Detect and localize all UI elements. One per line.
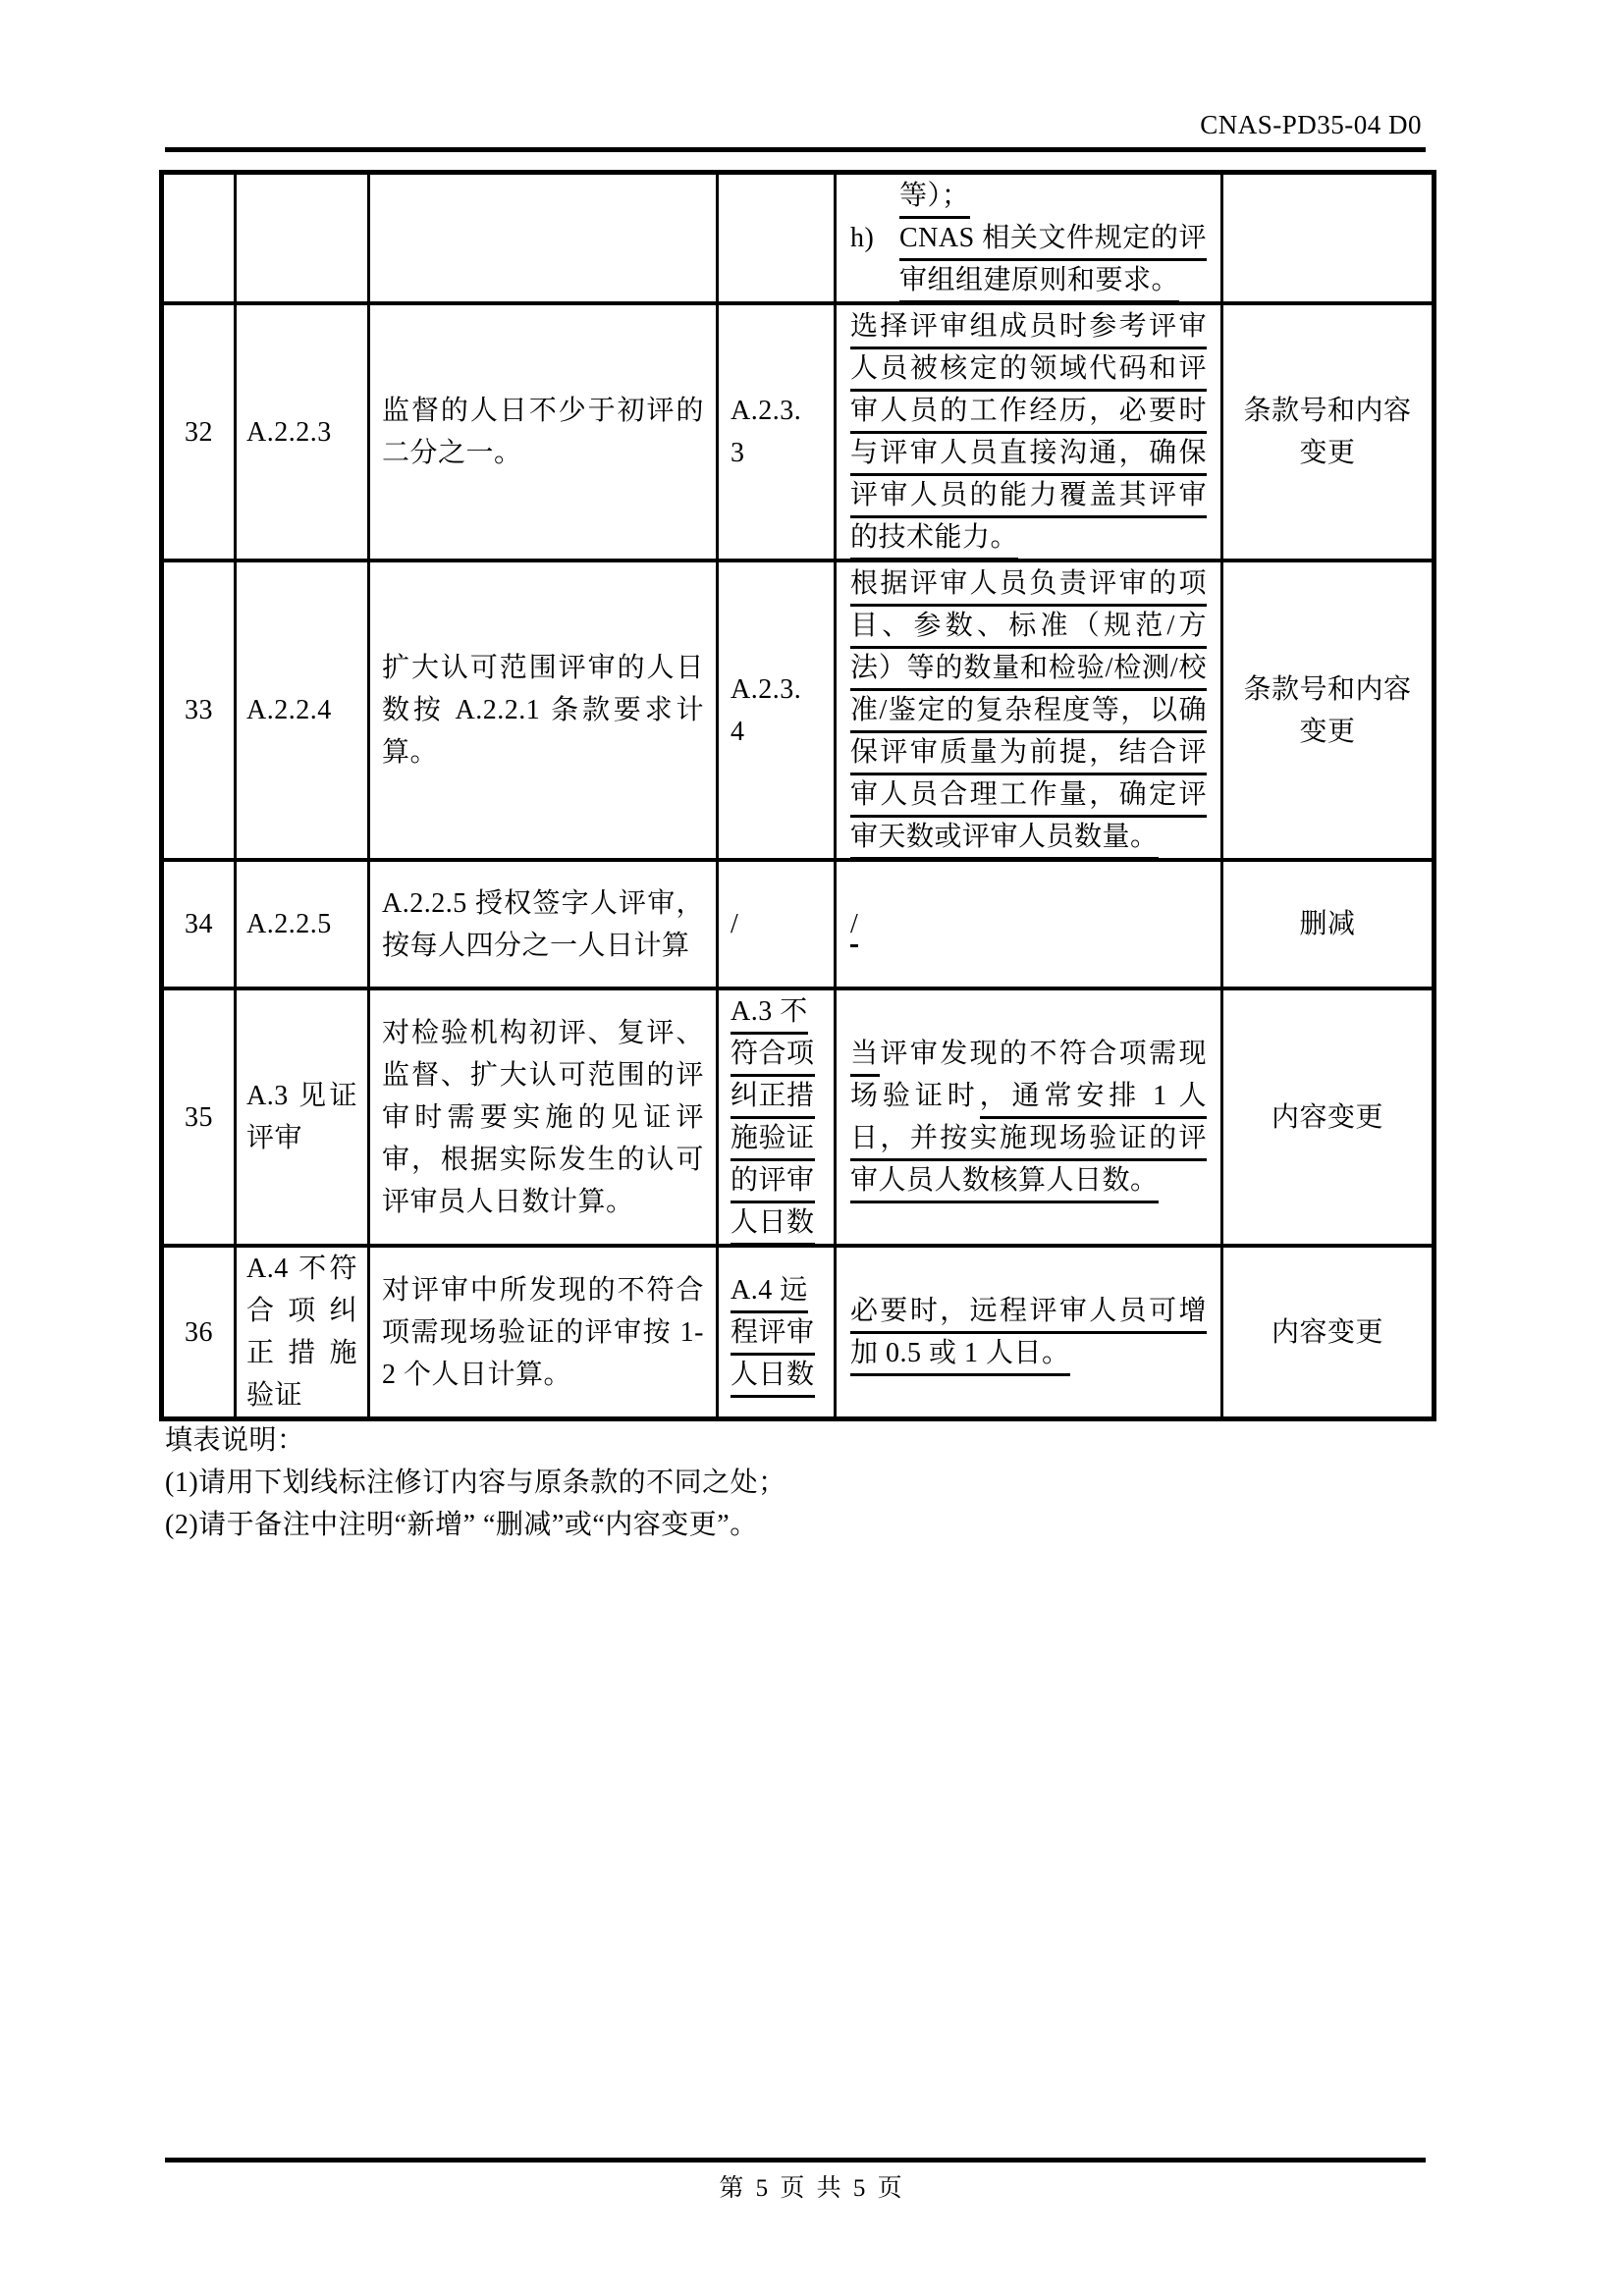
cell-paragraph [850, 1290, 1207, 1374]
remark-cell [1222, 988, 1435, 1246]
cell-paragraph [164, 689, 234, 731]
cell-paragraph [382, 1269, 704, 1396]
new-clause-cell [718, 173, 836, 304]
cell-paragraph [731, 432, 822, 474]
cell-text: 4 [731, 716, 745, 747]
cell-text: 监督的人日不少于初评的二分之一。 [382, 396, 704, 468]
original-clause-cell [236, 1246, 369, 1419]
original-clause-cell [236, 860, 369, 988]
cell-text: 对检验机构初评、复评、监督、扩大认可范围的评审时需要实施的见证评审，根据实际发生的认可评审员人日数计算。 [382, 1017, 704, 1217]
table-row [162, 1246, 1435, 1419]
cell-paragraph [382, 882, 704, 967]
revision-underline: 当 [850, 1039, 880, 1077]
new-content-cell [836, 860, 1222, 988]
revision-underline: A.3 不符合项纠正措施验证的评审人日数 [731, 996, 815, 1246]
revision-underline: 等）； [899, 181, 970, 219]
remark-cell [1222, 303, 1435, 561]
document-code: CNAS-PD35-04 D0 [1200, 110, 1422, 139]
cell-paragraph [246, 689, 357, 731]
new-clause-cell [718, 988, 836, 1246]
cell-paragraph [1235, 903, 1420, 945]
remark-cell [1222, 561, 1435, 860]
cell-text: 条款号和内容变更 [1243, 673, 1412, 747]
cell-paragraph [246, 1075, 357, 1159]
cell-paragraph [731, 990, 822, 1244]
cell-paragraph [164, 903, 234, 945]
cell-paragraph [731, 903, 822, 945]
cell-text: 评审发现的不符合项需现场验证时 [850, 1039, 1207, 1111]
cell-text: 条款号和内容变更 [1243, 396, 1412, 468]
cell-paragraph [1235, 390, 1420, 474]
table-row [162, 303, 1435, 561]
cell-text: 删减 [1299, 909, 1356, 939]
cell-text: 3 [731, 438, 745, 468]
original-content-cell [369, 1246, 718, 1419]
table-row [162, 988, 1435, 1246]
notes-item-2: (2)请于备注中注明“新增” “删减”或“内容变更”。 [165, 1510, 758, 1540]
original-content-cell [369, 860, 718, 988]
revision-underline: 选择评审组成员时参考评审人员被核定的领域代码和评审人员的工作经历，必要时与评审人员直接沟通，确保评审人员的能力覆盖其评审的技术能力。 [850, 311, 1207, 561]
cell-paragraph [246, 903, 357, 945]
cell-text: A.2.3. [731, 673, 802, 705]
row-number-cell [162, 173, 236, 304]
cell-text: A.2.2.4 [246, 695, 332, 725]
original-content-cell [369, 561, 718, 860]
page-number: 第 5 页 共 5 页 [719, 2175, 905, 2202]
cell-paragraph [850, 217, 1207, 301]
cell-text: 32 [185, 416, 213, 448]
cell-text: A.4 不符合项纠正措施验证 [246, 1254, 357, 1411]
original-content-cell [369, 173, 718, 304]
original-clause-cell [236, 988, 369, 1246]
cell-paragraph [731, 668, 822, 711]
notes-title: 填表说明： [165, 1425, 305, 1456]
revision-underline: 必要时，远程评审人员可增加 0.5 或 1 人日。 [850, 1296, 1207, 1376]
cell-text: A.2.2.3 [246, 416, 332, 448]
list-marker: h) [850, 223, 875, 253]
new-content-cell [836, 173, 1222, 304]
revision-underline: 根据评审人员负责评审的项目、参数、标准（规范/方法）等的数量和检验/检测/校准/鉴定的复杂程度等，以确保评审质量为前提，结合评审人员合理工作量，确定评审天数或评审人员数量。 [850, 568, 1207, 860]
row-number-cell [162, 561, 236, 860]
new-clause-cell [718, 1246, 836, 1419]
cell-paragraph [850, 175, 1207, 217]
cell-paragraph [850, 903, 1207, 945]
new-content-cell [836, 303, 1222, 561]
cell-text: 内容变更 [1271, 1101, 1383, 1133]
original-clause-cell [236, 561, 369, 860]
revision-underline: ，通常安排 1 人日，并按实施现场验证的评审人员人数核算人日数。 [850, 1081, 1207, 1203]
cell-text: 扩大认可范围评审的人日数按 A.2.2.1 条款要求计算。 [382, 653, 704, 768]
cell-paragraph [164, 1096, 234, 1139]
cell-text: 内容变更 [1271, 1316, 1383, 1348]
cell-paragraph [1235, 1096, 1420, 1139]
cell-paragraph [246, 411, 357, 454]
row-number-cell [162, 303, 236, 561]
cell-paragraph [382, 1012, 704, 1223]
cell-paragraph [731, 1269, 822, 1396]
new-content-cell [836, 561, 1222, 860]
table-row [162, 860, 1435, 988]
remark-cell [1222, 860, 1435, 988]
original-clause-cell [236, 303, 369, 561]
original-content-cell [369, 303, 718, 561]
cell-paragraph [382, 390, 704, 474]
footer-rule [165, 2158, 1426, 2163]
cell-text: A.2.2.5 [246, 909, 332, 939]
cell-text: A.2.2.5 授权签字人评审，按每人四分之一人日计算 [382, 887, 704, 961]
remark-cell [1222, 1246, 1435, 1419]
new-clause-cell [718, 303, 836, 561]
cell-text: / [731, 909, 739, 939]
new-content-cell [836, 1246, 1222, 1419]
table-row [162, 561, 1435, 860]
original-clause-cell [236, 173, 369, 304]
cell-paragraph [382, 647, 704, 774]
header-rule [165, 147, 1426, 152]
new-clause-cell [718, 561, 836, 860]
cell-paragraph [731, 390, 822, 432]
row-number-cell [162, 860, 236, 988]
original-content-cell [369, 988, 718, 1246]
cell-paragraph [1235, 668, 1420, 753]
new-content-cell [836, 988, 1222, 1246]
form-notes [165, 1419, 786, 1546]
cell-paragraph [850, 305, 1207, 559]
cell-paragraph [164, 1311, 234, 1354]
cell-paragraph [850, 562, 1207, 858]
revision-table-body [162, 173, 1435, 1419]
table-row [162, 173, 1435, 304]
cell-text: 35 [185, 1101, 213, 1133]
cell-paragraph [731, 711, 822, 753]
notes-item-1: (1)请用下划线标注修订内容与原条款的不同之处； [165, 1468, 786, 1498]
revision-underline: A.4 远程评审人日数 [731, 1275, 815, 1398]
cell-text: A.3 见证评审 [246, 1081, 357, 1153]
cell-paragraph [850, 1033, 1207, 1201]
revision-comparison-table [159, 170, 1436, 1421]
new-clause-cell [718, 860, 836, 988]
row-number-cell [162, 988, 236, 1246]
cell-paragraph [164, 411, 234, 454]
cell-paragraph [246, 1248, 357, 1416]
revision-underline: CNAS 相关文件规定的评审组组建原则和要求。 [899, 223, 1207, 303]
cell-text: 对评审中所发现的不符合项需现场验证的评审按 1-2 个人日计算。 [382, 1274, 704, 1390]
cell-paragraph [1235, 1311, 1420, 1354]
cell-text: 33 [185, 695, 213, 725]
cell-text: 34 [185, 909, 213, 939]
cell-text: 36 [185, 1316, 213, 1348]
remark-cell [1222, 173, 1435, 304]
revision-underline: / [850, 909, 858, 947]
row-number-cell [162, 1246, 236, 1419]
cell-text: A.2.3. [731, 396, 802, 426]
